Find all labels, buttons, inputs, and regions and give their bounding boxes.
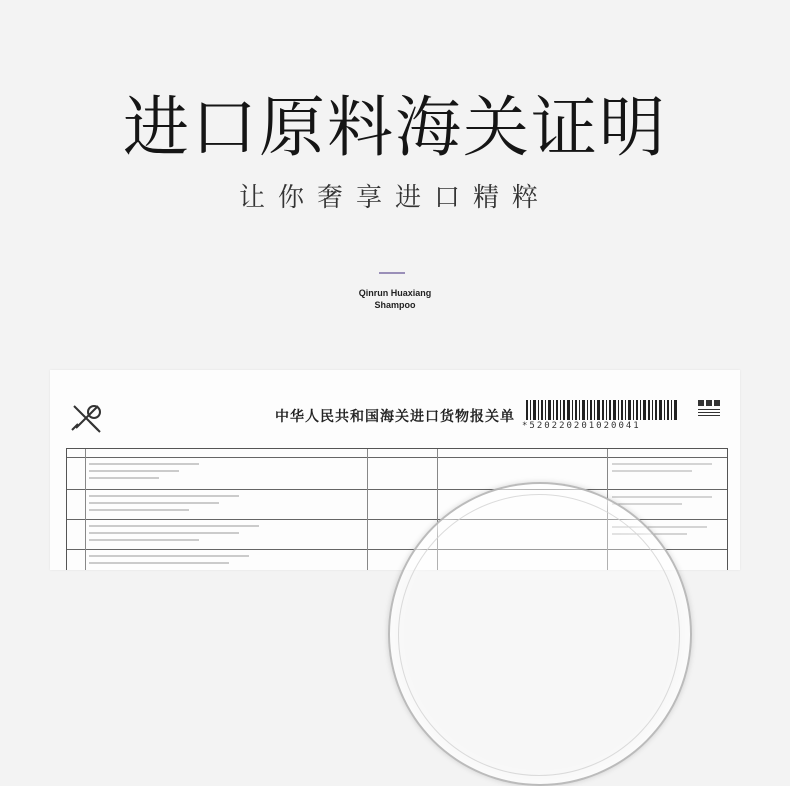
illegible-text-lines [89, 461, 209, 481]
customs-emblem-icon [68, 400, 108, 436]
barcode-number: *520220201020041 [522, 421, 641, 431]
faded-row-text [89, 493, 249, 515]
illegible-text-lines [89, 493, 249, 513]
page-subtitle: 让你奢享进口精粹 [238, 183, 551, 213]
page-title: 进口原料海关证明 [123, 89, 667, 166]
magnifier-lens-rim [398, 494, 680, 776]
table-rule [67, 457, 727, 458]
accent-divider [379, 272, 405, 274]
brand-product: Shampoo [374, 300, 416, 310]
document-title: 中华人民共和国海关进口货物报关单 [275, 409, 515, 425]
faded-row-text [89, 461, 209, 483]
brand-name: Qinrun Huaxiang [358, 288, 432, 298]
table-column-rule [85, 449, 86, 570]
table-column-rule [367, 449, 368, 570]
faded-row-text [89, 523, 269, 545]
brand-label [0, 287, 790, 311]
qr-code-icon [698, 400, 720, 416]
barcode-icon [526, 400, 678, 420]
illegible-text-lines [89, 523, 269, 543]
